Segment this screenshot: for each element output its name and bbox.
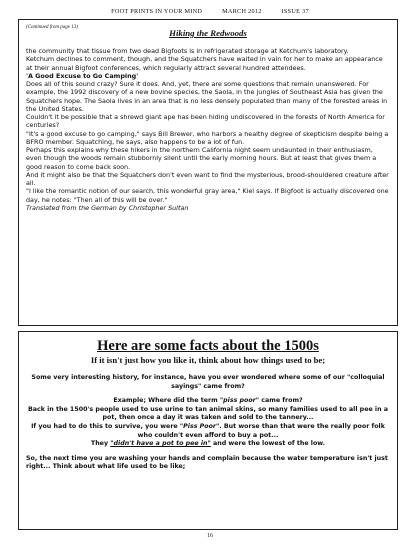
article-paragraph: the community that tissue from two dead Bigfoots is in refrigerated storage at Ketchum's laboratory. [26, 47, 349, 55]
issue-date: MARCH 2012 [222, 8, 262, 15]
issue-number: ISSUE 37 [281, 8, 309, 15]
facts-body-2 [26, 423, 390, 440]
article-paragraph: And it might also be that the Squatchers don't even want to find the mysterious, brood-shouldered creature after all. [26, 170, 389, 187]
example-term: "piss poor" [219, 397, 260, 405]
body-3-lead: They [90, 440, 111, 448]
article-paragraph: "It's a good excuse to go camping," says Bill Brewer, who harbors a healthy degree of skepticism despite being a BFRO member. Squatching, he says, also happens to be a lot of fun. [26, 129, 389, 146]
article-subheading: 'A Good Excuse to Go Camping' [26, 71, 139, 80]
facts-body-3 [26, 440, 390, 449]
translation-credit: Translated from the German by Christopher Sultan [26, 203, 189, 212]
article-title: Hiking the Redwoods [169, 28, 247, 38]
facts-subtitle: If it isn't just how you like it, think about how things used to be; [90, 355, 326, 365]
facts-closing: So, the next time you are washing your hands and complain because the water temperature isn't just right... Think about what life used to be like; [26, 454, 388, 471]
publication-name: FOOT PRINTS IN YOUR MIND [111, 8, 203, 15]
facts-body-1: Back in the 1500's people used to use urine to tan animal skins, so many families used to all pee in a pot, then once a day it was taken and sold to the tannery... [27, 405, 389, 422]
body-2-tail: . But worse than that were the really poor folk who couldn't even afford to buy a pot... [137, 422, 385, 439]
article-paragraph: Perhaps this explains why these hikers in the northern California night seem undaunted in their enthusiasm, even though the woods remain stubbornly silent until the early morning hours. But at least that gives them a good reason to come back soon. [26, 146, 377, 171]
article-paragraph: Does all of this sound crazy? Sure it does. And, yet, there are some questions that remain unanswered. For example, the 1992 discovery of a new bovine species, the Saola, in the jungles of Southeast Asia has given the Squatchers hope. The Saola lives in an area that is no less densely populated than many of the forested areas in the United States. [26, 80, 388, 113]
facts-example [26, 397, 390, 406]
page-number: 16 [207, 533, 213, 539]
facts-intro: Some very interesting history, for instance, have you ever wondered where some of our "colloquial sayings" came from? [31, 374, 385, 390]
example-tail: came from? [259, 397, 303, 405]
continued-note: (Continued from page 13) [26, 25, 78, 30]
facts-box [18, 331, 398, 530]
article-paragraph: Ketchum declines to comment, though, and the Squatchers have waited in vain for her to make an appearance at their annual Bigfoot conferences, which regularly attract several hundred attendees. [26, 55, 383, 72]
body-3-term: "didn't have a pot to pee in" [110, 440, 211, 448]
article-box [18, 19, 398, 326]
facts-title: Here are some facts about the 1500s [97, 338, 319, 354]
body-3-tail: and were the lowest of the low. [210, 440, 326, 448]
body-2-lead: If you had to do this to survive, you were [31, 422, 180, 430]
article-paragraph: Couldn't it be possible that a shrewd giant ape has been hiding undiscovered in the forests of North America for centuries? [26, 113, 385, 130]
facts-body [26, 374, 390, 472]
article-paragraph: "I like the romantic notion of our search, this wonderful gray area," Kiel says. If Bigfoot is actually discovered one day, he notes: "Then all of this will be over." [26, 187, 389, 204]
page-header [20, 8, 400, 15]
article-body [26, 47, 390, 212]
example-lead: Example; Where did the term [113, 397, 220, 405]
body-2-term: "Piss Poor" [179, 422, 220, 430]
